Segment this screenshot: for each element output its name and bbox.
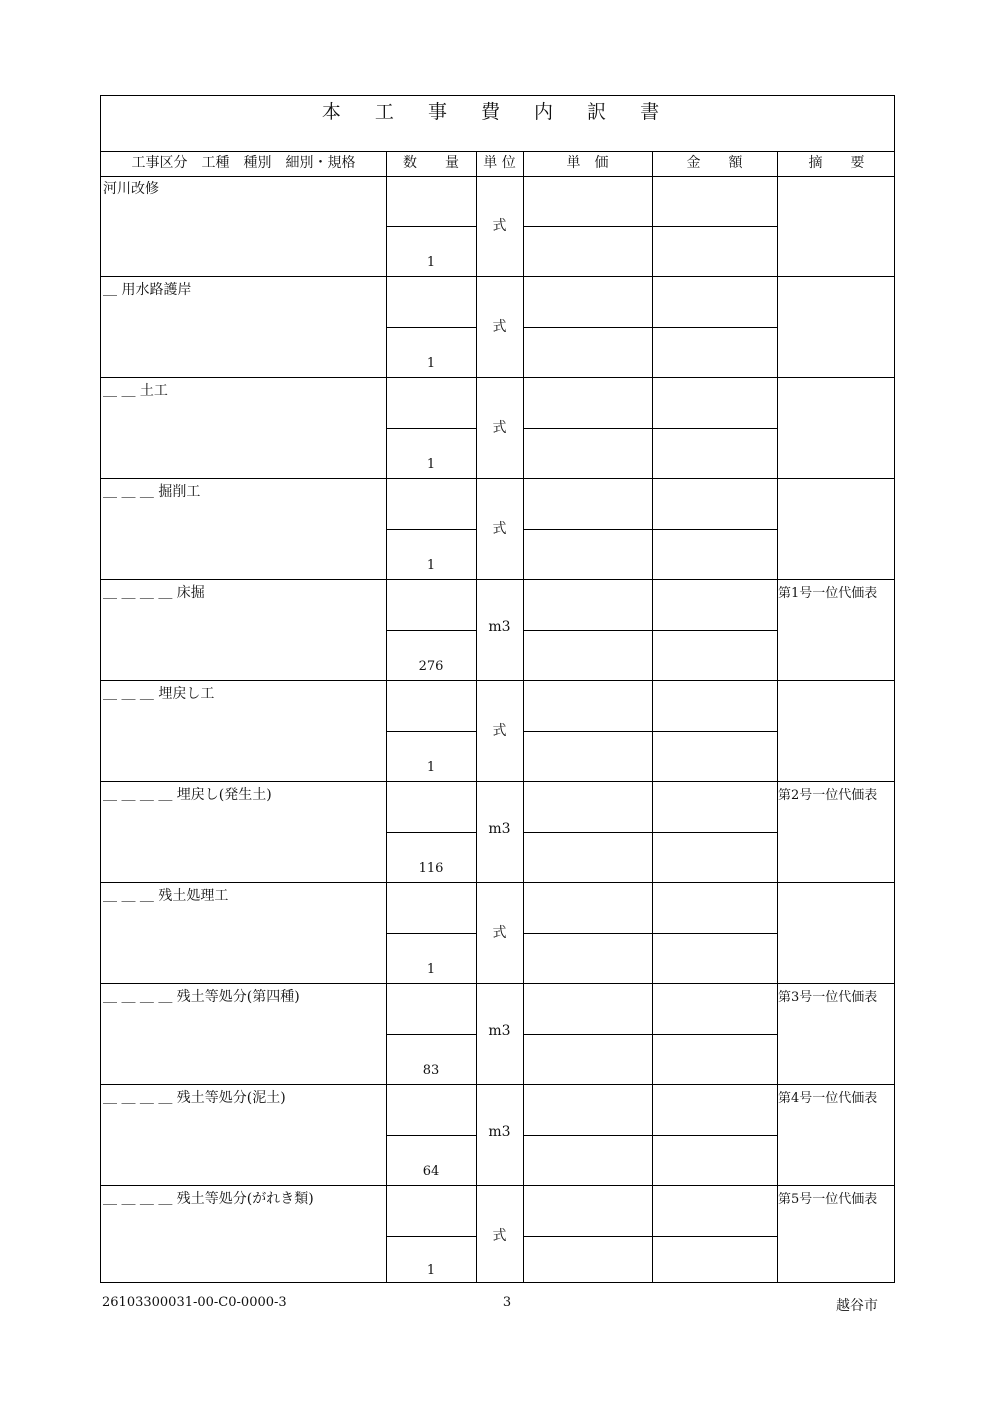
unit: 式 (492, 218, 507, 234)
item-name: ＿ ＿ ＿ ＿ 床掘 (103, 585, 205, 601)
cost-breakdown-table (100, 95, 895, 1283)
quantity: 1 (426, 356, 436, 371)
item-name: ＿ ＿ ＿ ＿ 残土等処分(第四種) (103, 989, 300, 1005)
unit: 式 (492, 420, 507, 436)
unit: 式 (492, 1228, 507, 1244)
table-row (101, 984, 894, 1085)
title-row (101, 96, 894, 152)
unit: m3 (488, 1124, 511, 1140)
table-row (101, 782, 894, 883)
unit: 式 (492, 723, 507, 739)
quantity: 1 (426, 760, 436, 775)
quantity: 116 (418, 861, 444, 876)
item-name: ＿ ＿ 土工 (103, 383, 168, 399)
remark: 第3号一位代価表 (778, 990, 878, 1005)
item-name: ＿ ＿ ＿ 掘削工 (103, 484, 201, 500)
header-amount: 金 額 (686, 155, 743, 171)
city-name: 越谷市 (836, 1298, 878, 1314)
header-quantity: 数 量 (403, 155, 459, 171)
unit: m3 (488, 821, 511, 837)
quantity: 1 (426, 558, 436, 573)
item-name: ＿ ＿ ＿ ＿ 残土等処分(泥土) (103, 1090, 286, 1106)
header-unit-price: 単 価 (566, 155, 609, 171)
quantity: 1 (426, 457, 436, 472)
item-name: ＿ ＿ ＿ 埋戻し工 (103, 686, 215, 702)
remark: 第5号一位代価表 (778, 1192, 878, 1207)
table-row (101, 1085, 894, 1186)
document-title: 本 工 事 費 内 訳 書 (321, 101, 674, 123)
unit: m3 (488, 619, 511, 635)
document-code: 26103300031-00-C0-0000-3 (102, 1295, 287, 1310)
table-row (101, 378, 894, 479)
quantity: 276 (418, 659, 444, 674)
unit: 式 (492, 925, 507, 941)
table-body (101, 176, 894, 1281)
table-row (101, 580, 894, 681)
table-row (101, 681, 894, 782)
remark: 第2号一位代価表 (778, 788, 878, 803)
item-name: ＿ ＿ ＿ ＿ 埋戻し(発生土) (103, 787, 272, 803)
header-row (101, 151, 894, 177)
unit: 式 (492, 521, 507, 537)
quantity: 64 (422, 1164, 440, 1179)
item-name: ＿ ＿ ＿ 残土処理工 (103, 888, 229, 904)
item-name: ＿ ＿ ＿ ＿ 残土等処分(がれき類) (103, 1191, 314, 1207)
page-number: 3 (502, 1295, 512, 1310)
item-name: ＿ 用水路護岸 (103, 282, 192, 298)
header-remarks: 摘 要 (808, 155, 865, 171)
table-row (101, 479, 894, 580)
unit: m3 (488, 1023, 511, 1039)
quantity: 1 (426, 1263, 436, 1278)
header-unit: 単 位 (483, 155, 516, 171)
unit: 式 (492, 319, 507, 335)
quantity: 1 (426, 962, 436, 977)
item-name: 河川改修 (103, 181, 159, 197)
quantity: 83 (422, 1063, 440, 1078)
remark: 第4号一位代価表 (778, 1091, 878, 1106)
table-row (101, 1186, 894, 1281)
quantity: 1 (426, 255, 436, 270)
remark: 第1号一位代価表 (778, 586, 878, 601)
header-item: 工事区分 工種 種別 細別・規格 (131, 155, 356, 171)
table-row (101, 176, 894, 277)
table-row (101, 883, 894, 984)
table-row (101, 277, 894, 378)
